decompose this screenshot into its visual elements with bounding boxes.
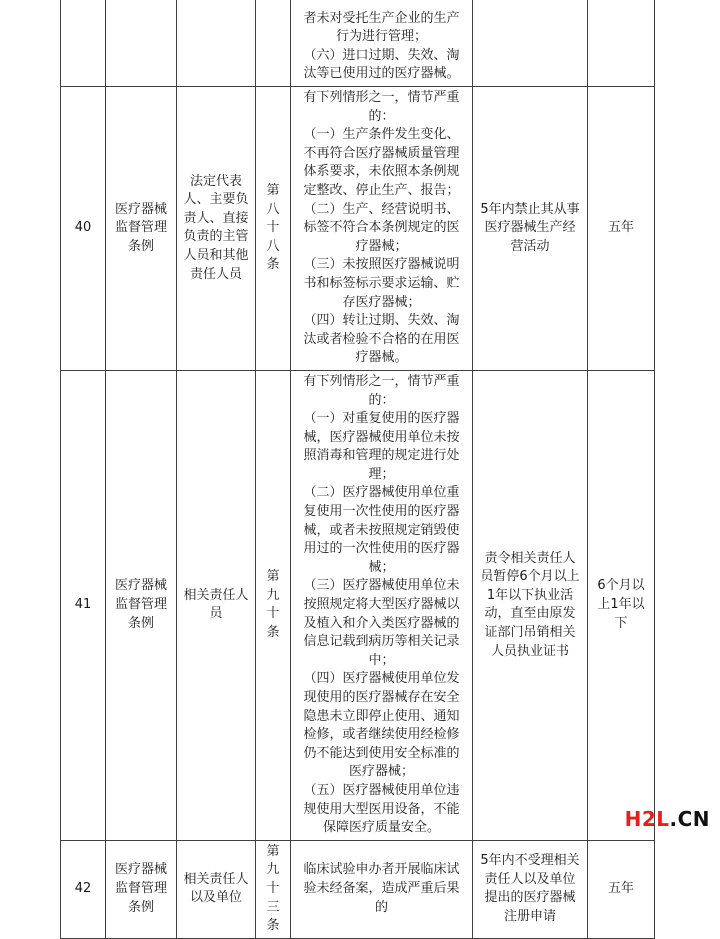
condition-line: 有下列情形之一，情节严重的： bbox=[303, 373, 460, 408]
subject-cell: 法定代表人、主要负责人、直接负责的主管人员和其他责任人员 bbox=[177, 87, 256, 371]
subject-cell: 相关责任人员 bbox=[177, 370, 256, 840]
conditions-cell bbox=[291, 370, 473, 840]
row-number-cell: 40 bbox=[61, 87, 106, 371]
term-cell: 五年 bbox=[588, 87, 655, 371]
condition-line: （三）医疗器械使用单位未按照规定将大型医疗器械以及植入和介入类医疗器械的信息记载到病历等相关记录中； bbox=[303, 578, 460, 668]
condition-line: （五）医疗器械使用单位违规使用大型医用设备，不能保障医疗质量安全。 bbox=[303, 782, 460, 836]
condition-line: （一）生产条件发生变化、不再符合医疗器械质量管理体系要求，未依照本条例规定整改、停止生产、报告； bbox=[303, 127, 460, 198]
condition-line: （四）转让过期、失效、淘汰或者检验不合格的在用医疗器械。 bbox=[303, 313, 460, 366]
condition-line: 有下列情形之一，情节严重的： bbox=[303, 90, 460, 124]
subject-cell: 相关责任人以及单位 bbox=[177, 840, 256, 938]
penalty-table bbox=[60, 0, 655, 939]
watermark-part2: .CN bbox=[669, 807, 710, 831]
term-cell: 6个月以上1年以下 bbox=[588, 370, 655, 840]
condition-line: （六）进口过期、失效、淘汰等已使用过的医疗器械。 bbox=[303, 47, 460, 82]
penalty-cell: 责令相关责任人员暂停6个月以上1年以下执业活动，直至由原发证部门吊销相关人员执业证书 bbox=[473, 370, 588, 840]
article-cell: 第八十八条 bbox=[256, 87, 291, 371]
law-name-cell: 医疗器械监督管理条例 bbox=[106, 87, 177, 371]
article-cell: 第九十三条 bbox=[256, 840, 291, 938]
row-number-cell: 42 bbox=[61, 840, 106, 938]
article-cell bbox=[256, 0, 291, 87]
site-watermark-logo bbox=[625, 807, 710, 831]
conditions-cell bbox=[291, 0, 473, 87]
conditions-cell bbox=[291, 87, 473, 371]
row-number-cell: 41 bbox=[61, 370, 106, 840]
table-row bbox=[61, 0, 655, 87]
condition-line: （三）未按照医疗器械说明书和标签标示要求运输、贮存医疗器械； bbox=[303, 257, 460, 310]
conditions-cell bbox=[291, 840, 473, 938]
condition-line: （二）生产、经营说明书、标签不符合本条例规定的医疗器械； bbox=[303, 201, 460, 254]
condition-line: （二）医疗器械使用单位重复使用一次性使用的医疗器械，或者未按照规定销毁使用过的一次性使用的医疗器械； bbox=[303, 485, 460, 575]
article-cell: 第九十条 bbox=[256, 370, 291, 840]
law-name-cell bbox=[106, 0, 177, 87]
table-row bbox=[61, 370, 655, 840]
watermark-part1: H2L bbox=[624, 807, 670, 831]
table-row bbox=[61, 840, 655, 938]
row-number-cell bbox=[61, 0, 106, 87]
penalty-cell: 5年内不受理相关责任人以及单位提出的医疗器械注册申请 bbox=[473, 840, 588, 938]
condition-line: 临床试验申办者开展临床试验未经备案，造成严重后果的 bbox=[303, 862, 460, 915]
condition-line: 者未对受托生产企业的生产行为进行管理； bbox=[303, 10, 460, 45]
penalty-cell: 5年内禁止其从事医疗器械生产经营活动 bbox=[473, 87, 588, 371]
subject-cell bbox=[177, 0, 256, 87]
condition-line: （四）医疗器械使用单位发现使用的医疗器械存在安全隐患未立即停止使用、通知检修，或者继续使用经检修仍不能达到使用安全标准的医疗器械； bbox=[303, 671, 460, 780]
table-row bbox=[61, 87, 655, 371]
term-cell bbox=[588, 0, 655, 87]
condition-line: （一）对重复使用的医疗器械，医疗器械使用单位未按照消毒和管理的规定进行处理； bbox=[303, 411, 460, 482]
law-name-cell: 医疗器械监督管理条例 bbox=[106, 370, 177, 840]
term-cell: 五年 bbox=[588, 840, 655, 938]
law-name-cell: 医疗器械监督管理条例 bbox=[106, 840, 177, 938]
penalty-cell bbox=[473, 0, 588, 87]
